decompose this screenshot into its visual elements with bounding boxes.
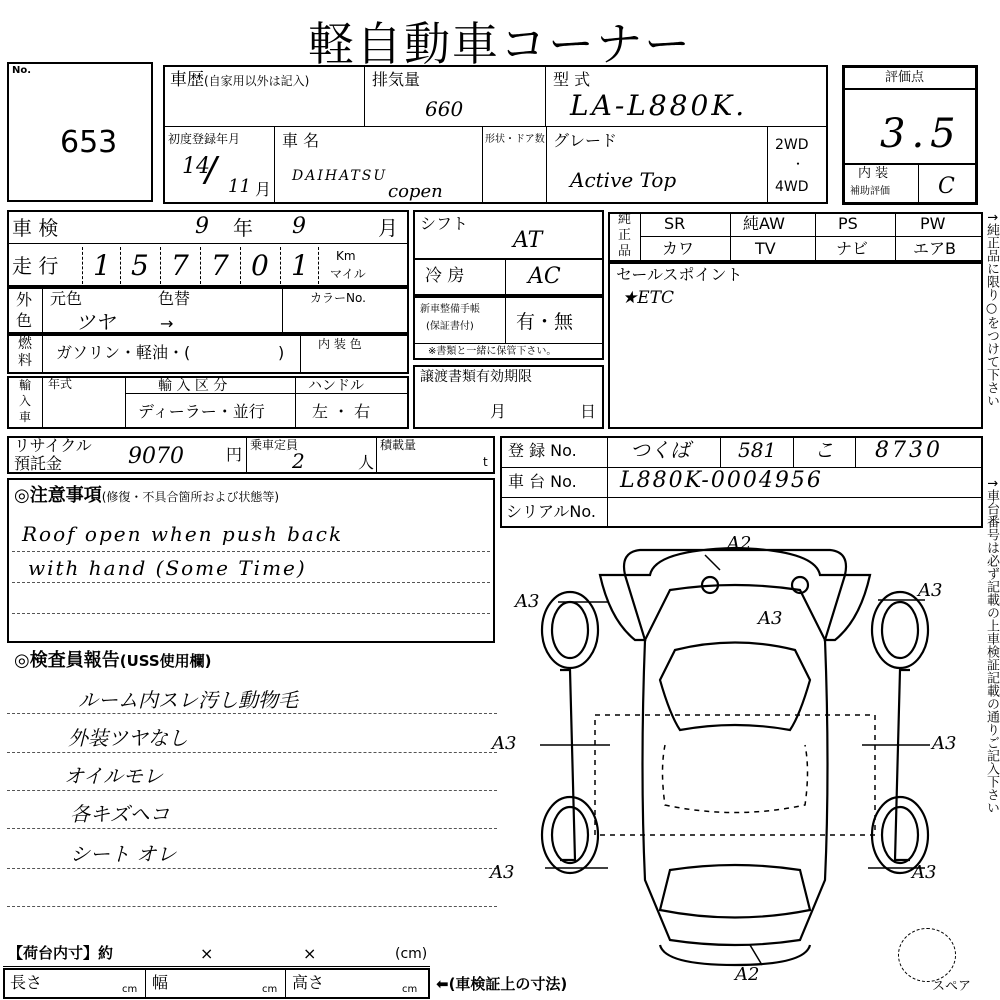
exterior-color-value: ツヤ (75, 310, 115, 334)
options-side-1: 純 (618, 212, 632, 227)
score-label: 評価点 (885, 70, 925, 85)
options-side-3: 品 (618, 244, 632, 259)
notes-label: ◎注意事項(修復・不具合箇所および状態等) (14, 485, 280, 506)
dimensions-box (3, 968, 430, 999)
fuel-options: ガソリン・軽油・( (56, 343, 191, 362)
exterior-side-1: 外 (16, 290, 33, 309)
registration-label: 登 録 No. (508, 441, 577, 460)
damage-mark-right-front: A3 (918, 580, 943, 601)
first-reg-month-unit: 月 (255, 180, 272, 199)
handle-value: 左 ・ 右 (312, 402, 371, 421)
chassis-label: 車 台 No. (508, 472, 577, 491)
color-change-arrow: → (160, 314, 174, 333)
length-label: 長さ (10, 973, 43, 992)
lot-number: 653 (60, 125, 118, 160)
cargo-x1: × (200, 944, 214, 963)
recycle-unit: 円 (226, 445, 243, 464)
registration-class: 581 (738, 438, 777, 462)
mileage-digit-2: 5 (131, 249, 149, 282)
chassis-value: L880K-0004956 (620, 468, 823, 493)
car-name-label: 車 名 (282, 131, 320, 150)
sales-point-value: ★ETC (622, 288, 674, 308)
vehicle-history-label: 車歴(自家用以外は記入) (170, 70, 310, 90)
capacity-label: 乗車定員 (250, 438, 299, 452)
import-side-1: 輸 (19, 378, 32, 392)
drive-sep: ・ (792, 157, 805, 171)
aux-score-label: 補助評価 (850, 186, 890, 197)
inspector-line-1: ルーム内スレ汚し動物毛 (78, 688, 298, 712)
repaint-label: 色替 (158, 289, 191, 308)
spare-tire-label: スペア (932, 979, 972, 994)
drive-4wd: 4WD (775, 179, 809, 195)
recycle-label-2: 預託金 (14, 454, 63, 473)
transfer-month-unit: 月 (490, 402, 507, 421)
height-unit: cm (402, 984, 418, 995)
mileage-unit-mile: マイル (330, 267, 366, 281)
inspection-month: 9 (292, 214, 306, 239)
options-side-2: 正 (618, 228, 632, 243)
inspector-line-5: シート オレ (70, 842, 177, 866)
mileage-digit-4: 7 (211, 249, 229, 282)
import-year-label: 年式 (48, 377, 73, 391)
fuel-side-1: 燃 (18, 336, 32, 352)
car-condition-diagram (500, 540, 970, 970)
mileage-digit-5: 0 (251, 249, 269, 282)
registration-area: つくば (630, 438, 690, 462)
manual-value: 有・無 (516, 311, 574, 333)
option-tv: TV (755, 239, 776, 258)
serial-label: シリアルNo. (506, 502, 596, 521)
grade-label: グレード (553, 131, 618, 150)
side-note-options: ↑純正品に限り○をつけて下さい (984, 212, 999, 407)
first-reg-month: 11 (228, 176, 251, 197)
damage-mark-right-door: A3 (932, 733, 957, 754)
shape-doors-label: 形状・ドア数 (485, 134, 545, 145)
cargo-unit: (cm) (395, 946, 428, 962)
sales-point-label: セールスポイント (616, 265, 743, 284)
mileage-digit-3: 7 (171, 249, 189, 282)
grade-value: Active Top (570, 168, 677, 192)
load-unit: t (483, 455, 488, 469)
inspector-label: ◎検査員報告(USS使用欄) (14, 650, 212, 671)
drive-2wd: 2WD (775, 137, 809, 153)
width-label: 幅 (152, 973, 169, 992)
registration-kana: こ (814, 438, 834, 462)
page-title: 軽自動車コーナー (308, 17, 692, 71)
mileage-digit-6: 1 (291, 249, 309, 282)
width-unit: cm (262, 984, 278, 995)
car-name-value: DAIHATSU (292, 168, 388, 184)
inspector-line-4: 各キズヘコ (70, 802, 170, 826)
displacement-value: 660 (425, 97, 464, 121)
ac-label: 冷 房 (425, 266, 465, 286)
inspector-line-2: 外装ツヤなし (68, 726, 188, 750)
displacement-label: 排気量 (372, 70, 421, 89)
model-label: 型 式 (553, 70, 591, 89)
damage-mark-right-rear: A3 (912, 862, 937, 883)
inspection-label: 車 検 (12, 216, 59, 240)
damage-mark-rear-bumper: A2 (735, 964, 760, 985)
handle-label: ハンドル (308, 378, 364, 394)
import-category-label: 輸 入 区 分 (158, 378, 228, 394)
manual-label-1: 新車整備手帳 (420, 304, 480, 315)
import-side-3: 車 (19, 410, 32, 424)
car-name-model: copen (388, 181, 443, 202)
import-category-value: ディーラー・並行 (138, 402, 265, 421)
first-reg-label: 初度登録年月 (168, 132, 241, 146)
option-alloy: 純AW (743, 214, 785, 233)
orig-color-label: 元色 (50, 289, 83, 308)
mileage-digit-1: 1 (93, 249, 111, 282)
model-value: LA-L880K. (570, 89, 748, 122)
notes-line-2: with hand (Some Time) (28, 556, 307, 580)
option-airbag: エアB (913, 239, 956, 258)
manual-note: ※書類と一緒に保管下さい。 (428, 346, 557, 357)
first-reg-slash: / (205, 150, 217, 190)
interior-color-label: 内 装 色 (318, 337, 362, 351)
transfer-day-unit: 日 (580, 402, 597, 421)
interior-score: C (938, 174, 955, 199)
load-label: 積載量 (380, 438, 417, 452)
capacity-value: 2 (292, 449, 305, 473)
inspection-month-unit: 月 (378, 216, 398, 240)
shift-value: AT (513, 228, 543, 253)
score-value: 3.5 (880, 111, 962, 157)
interior-label: 内 装 (858, 166, 889, 181)
import-side-2: 入 (19, 394, 32, 408)
first-reg-year: 14 (182, 154, 210, 179)
color-no-label: カラーNo. (310, 291, 366, 305)
mileage-label: 走 行 (12, 254, 59, 278)
transfer-label: 譲渡書類有効期限 (420, 369, 532, 385)
option-leather: カワ (662, 239, 695, 258)
exterior-side-2: 色 (16, 311, 33, 330)
damage-mark-front-bumper: A2 (727, 533, 752, 554)
cargo-label: 【荷台内寸】約 (8, 944, 114, 962)
option-pw: PW (920, 214, 946, 233)
ac-value: AC (528, 264, 561, 289)
registration-number: 8730 (875, 438, 943, 463)
height-label: 高さ (292, 973, 325, 992)
damage-mark-left-rear: A3 (490, 862, 515, 883)
notes-line-1: Roof open when push back (22, 522, 344, 546)
spare-tire-icon (898, 928, 956, 982)
damage-mark-left-front: A3 (515, 591, 540, 612)
cargo-x2: × (303, 944, 317, 963)
damage-mark-left-door: A3 (492, 733, 517, 754)
shift-label: シフト (420, 214, 469, 233)
inspector-line-3: オイルモレ (64, 764, 163, 788)
inspection-year-unit: 年 (233, 216, 253, 240)
side-note-chassis: ↑車台番号は必ず記載の上車検証記載の通りご記入下さい (984, 478, 999, 814)
lot-label: No. (12, 65, 32, 76)
dimensions-note: ⬅(車検証上の寸法) (436, 975, 568, 993)
damage-mark-hood: A3 (758, 608, 783, 629)
option-ps: PS (838, 214, 858, 233)
fuel-options-close: ) (278, 343, 285, 362)
capacity-unit: 人 (358, 453, 375, 472)
inspection-year: 9 (195, 214, 209, 239)
recycle-label-1: リサイクル (14, 436, 92, 455)
mileage-unit-km: Km (336, 249, 356, 263)
length-unit: cm (122, 984, 138, 995)
option-sr: SR (664, 214, 686, 233)
recycle-value: 9070 (128, 444, 184, 469)
option-navi: ナビ (836, 239, 869, 258)
fuel-side-2: 料 (18, 353, 32, 369)
manual-label-2: (保証書付) (426, 321, 474, 332)
